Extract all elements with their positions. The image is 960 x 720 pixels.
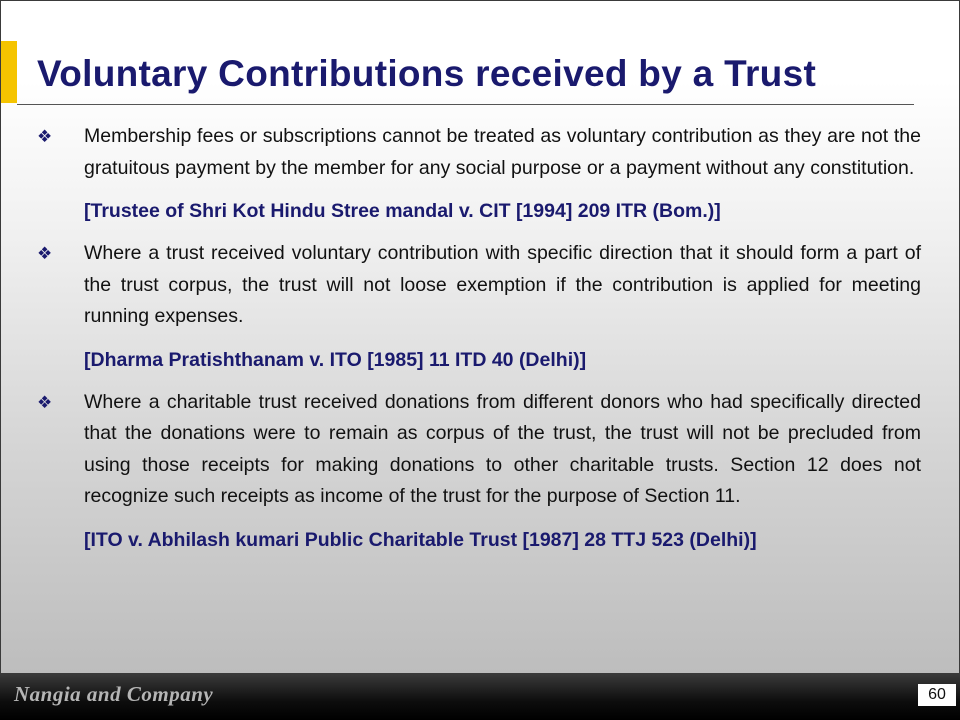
slide-content bbox=[37, 121, 921, 567]
bullet-text: Membership fees or subscriptions cannot be treated as voluntary contribution as they are not the gratuitous payment by the member for any social purpose or a payment without any constitution. bbox=[84, 125, 921, 179]
title-divider bbox=[17, 104, 914, 105]
diamond-bullet-icon: ❖ bbox=[37, 127, 53, 146]
title-accent-bar bbox=[1, 41, 17, 103]
slide-title: Voluntary Contributions received by a Trust bbox=[37, 53, 817, 94]
bullet-text: Where a trust received voluntary contribution with specific direction that it should form a part of the trust corpus, the trust will not loose exemption if the contribution is applied for meeting running expenses. bbox=[84, 242, 921, 327]
page-number: 60 bbox=[918, 684, 956, 706]
diamond-bullet-icon: ❖ bbox=[37, 244, 53, 263]
case-citation: [Trustee of Shri Kot Hindu Stree mandal v. CIT [1994] 209 ITR (Bom.)] bbox=[84, 200, 721, 222]
bullet-item bbox=[37, 387, 921, 513]
case-citation: [Dharma Pratishthanam v. ITO [1985] 11 ITD 40 (Delhi)] bbox=[84, 348, 587, 371]
bullet-item bbox=[37, 238, 921, 333]
footer-brand: Nangia and Company bbox=[14, 682, 214, 706]
case-citation: [ITO v. Abhilash kumari Public Charitable Trust [1987] 28 TTJ 523 (Delhi)] bbox=[84, 528, 757, 551]
diamond-bullet-icon: ❖ bbox=[37, 392, 53, 412]
bullet-item bbox=[37, 121, 921, 184]
bullet-text: Where a charitable trust received donations from different donors who had specifically directed that the donations were to remain as corpus of the trust, the trust will not be precluded from using those receipts for making donations to other charitable trusts. Section 12 does not recognize such receipts as income of the trust for the purpose of Section 11. bbox=[84, 390, 921, 507]
